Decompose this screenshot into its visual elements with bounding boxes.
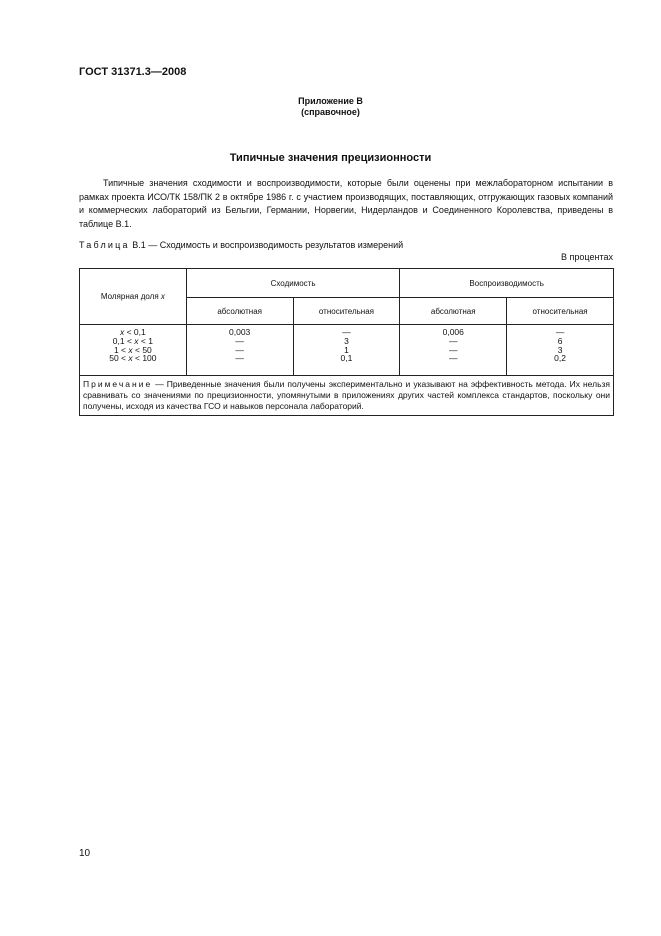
header-repeatability: Сходимость xyxy=(186,269,400,298)
appendix-heading xyxy=(0,96,661,118)
value-cell: — xyxy=(235,335,244,346)
value-cell: — xyxy=(449,344,458,355)
value-cell: 3 xyxy=(344,335,349,346)
appendix-title: Приложение В xyxy=(298,96,363,106)
header-reproducibility: Воспроизводимость xyxy=(400,269,614,298)
value-cell: — xyxy=(342,327,351,337)
appendix-subtitle: (справочное) xyxy=(301,107,360,117)
value-cell: — xyxy=(449,353,458,364)
value-cell: 0,003 xyxy=(229,327,251,337)
value-cell: — xyxy=(449,335,458,346)
repeatability-absolute-column xyxy=(186,325,293,376)
header-mole-fraction xyxy=(80,269,187,325)
table-caption-label: Таблица xyxy=(79,240,130,250)
header-mole-fraction-label: Молярная доля x xyxy=(100,292,165,301)
reproducibility-relative-column xyxy=(507,325,614,376)
precision-table xyxy=(79,268,614,416)
note-text: — Приведенные значения были получены экспериментально и указывают на эффективность метода. Их нельзя сравнивать со значениями по прецизионности, упомянутыми в приложениях других частей комплекса стандартов, поскольку они получены, исходя из качества ГСО и навыков персонала лабораторий. xyxy=(83,379,611,411)
table-caption-text: В.1 — Сходимость и воспроизводимость результатов измерений xyxy=(132,240,404,250)
subheader-cell: абсолютная xyxy=(400,298,507,325)
value-cell: — xyxy=(235,353,244,364)
table-caption xyxy=(79,240,403,250)
document-code: ГОСТ 31371.3—2008 xyxy=(79,66,187,78)
range-cell: 50 < x < 100 xyxy=(109,353,157,364)
range-cell: 1 < x < 50 xyxy=(113,344,152,355)
value-cell: 0,1 xyxy=(340,353,353,364)
table-body-row xyxy=(80,325,614,376)
body-paragraph: Типичные значения сходимости и воспроизводимости, которые были оценены при межлабораторном испытании в рамках проекта ИСО/ТК 158/ПК 2 в октябре 1986 г. с участием производящих, поставляющих, отгружающих газовых компаний и коммерческих лабораторий из Бельгии, Германии, Норвегии, Нидерландов и Соединенного Королевства, приведены в таблице В.1. xyxy=(79,178,613,229)
section-title: Типичные значения прецизионности xyxy=(229,152,432,164)
reproducibility-absolute-column xyxy=(400,325,507,376)
range-cell: x < 0,1 xyxy=(120,327,146,337)
value-cell: — xyxy=(555,327,565,337)
table-header-row xyxy=(80,269,614,298)
subheader-cell: абсолютная xyxy=(186,298,293,325)
subheader-cell: относительная xyxy=(293,298,400,325)
range-cell: 0,1 < x < 1 xyxy=(112,335,153,346)
value-cell: 6 xyxy=(557,335,563,346)
value-cell: 3 xyxy=(557,344,563,355)
value-cell: 1 xyxy=(344,344,349,355)
table-units: В процентах xyxy=(561,252,613,262)
table-note-row xyxy=(80,376,614,416)
value-cell: 0,006 xyxy=(442,327,464,337)
page-number: 10 xyxy=(79,848,91,859)
table-note xyxy=(80,376,614,416)
repeatability-relative-column xyxy=(293,325,400,376)
range-column xyxy=(80,325,187,376)
subheader-cell: относительная xyxy=(507,298,614,325)
note-label: Примечание xyxy=(83,379,153,389)
value-cell: — xyxy=(235,344,244,355)
value-cell: 0,2 xyxy=(554,353,566,364)
